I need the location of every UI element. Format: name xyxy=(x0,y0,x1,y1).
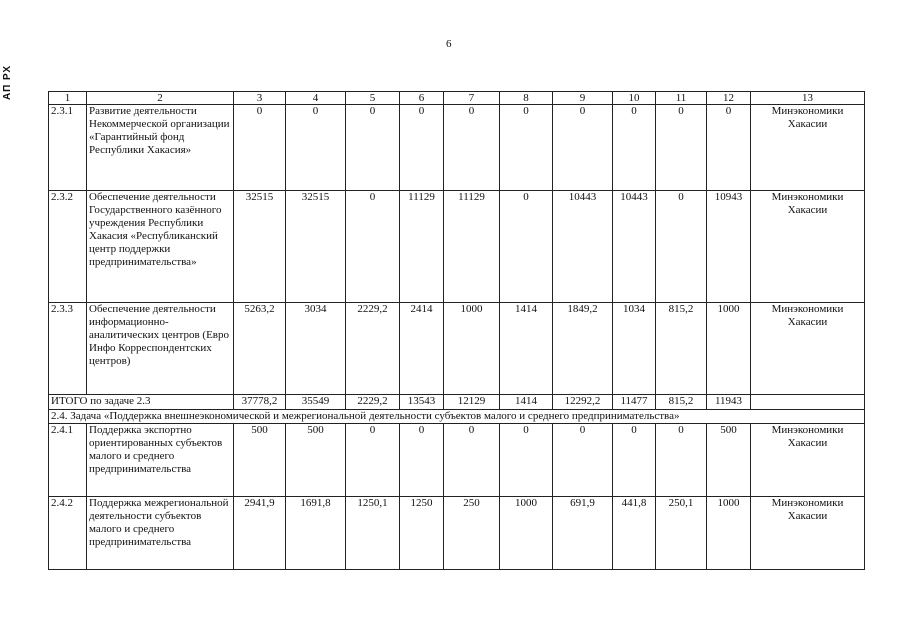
value-cell: 0 xyxy=(707,105,751,191)
total-value: 35549 xyxy=(286,395,346,410)
column-header: 3 xyxy=(234,92,286,105)
page-number: 6 xyxy=(446,38,452,50)
row-code: 2.4.2 xyxy=(49,497,87,570)
table-row xyxy=(49,424,865,497)
value-cell: 0 xyxy=(553,105,613,191)
value-cell: 0 xyxy=(500,424,553,497)
value-cell: 1000 xyxy=(707,497,751,570)
value-cell: 0 xyxy=(400,105,444,191)
value-cell: 0 xyxy=(346,424,400,497)
value-cell: 0 xyxy=(286,105,346,191)
budget-table xyxy=(48,91,865,570)
row-code: 2.3.2 xyxy=(49,191,87,303)
value-cell: 0 xyxy=(553,424,613,497)
table-row xyxy=(49,105,865,191)
total-value: 11477 xyxy=(613,395,656,410)
total-row xyxy=(49,395,865,410)
value-cell: 2941,9 xyxy=(234,497,286,570)
responsible-cell: Минэкономики Хакасии xyxy=(751,191,865,303)
value-cell: 0 xyxy=(346,105,400,191)
value-cell: 691,9 xyxy=(553,497,613,570)
value-cell: 10443 xyxy=(613,191,656,303)
row-code: 2.3.1 xyxy=(49,105,87,191)
value-cell: 500 xyxy=(234,424,286,497)
column-header: 10 xyxy=(613,92,656,105)
row-code: 2.3.3 xyxy=(49,303,87,395)
value-cell: 1000 xyxy=(500,497,553,570)
table-row xyxy=(49,303,865,395)
value-cell: 1034 xyxy=(613,303,656,395)
value-cell: 0 xyxy=(346,191,400,303)
column-header: 13 xyxy=(751,92,865,105)
value-cell: 1250,1 xyxy=(346,497,400,570)
value-cell: 0 xyxy=(613,105,656,191)
value-cell: 1000 xyxy=(707,303,751,395)
value-cell: 441,8 xyxy=(613,497,656,570)
value-cell: 0 xyxy=(444,105,500,191)
total-value: 12292,2 xyxy=(553,395,613,410)
value-cell: 1000 xyxy=(444,303,500,395)
side-stamp: АП РХ xyxy=(2,64,13,100)
table-row xyxy=(49,497,865,570)
total-value: 2229,2 xyxy=(346,395,400,410)
value-cell: 1849,2 xyxy=(553,303,613,395)
value-cell: 10943 xyxy=(707,191,751,303)
total-label: ИТОГО по задаче 2.3 xyxy=(49,395,234,410)
column-header: 5 xyxy=(346,92,400,105)
row-name: Развитие деятельности Некоммерческой организации «Гарантийный фонд Республики Хакасия» xyxy=(87,105,234,191)
total-value: 13543 xyxy=(400,395,444,410)
value-cell: 2229,2 xyxy=(346,303,400,395)
row-code: 2.4.1 xyxy=(49,424,87,497)
row-name: Обеспечение деятельности информационно-аналитических центров (Евро Инфо Корреспондентских центров) xyxy=(87,303,234,395)
value-cell: 2414 xyxy=(400,303,444,395)
table-row xyxy=(49,191,865,303)
column-header: 7 xyxy=(444,92,500,105)
responsible-cell: Минэкономики Хакасии xyxy=(751,497,865,570)
value-cell: 3034 xyxy=(286,303,346,395)
total-value: 37778,2 xyxy=(234,395,286,410)
column-header: 12 xyxy=(707,92,751,105)
value-cell: 0 xyxy=(656,424,707,497)
value-cell: 500 xyxy=(707,424,751,497)
responsible-cell: Минэкономики Хакасии xyxy=(751,424,865,497)
value-cell: 32515 xyxy=(286,191,346,303)
value-cell: 11129 xyxy=(400,191,444,303)
value-cell: 32515 xyxy=(234,191,286,303)
total-value: 12129 xyxy=(444,395,500,410)
value-cell: 0 xyxy=(444,424,500,497)
value-cell: 11129 xyxy=(444,191,500,303)
value-cell: 0 xyxy=(400,424,444,497)
value-cell: 10443 xyxy=(553,191,613,303)
responsible-cell: Минэкономики Хакасии xyxy=(751,105,865,191)
task-heading-row xyxy=(49,410,865,424)
value-cell: 5263,2 xyxy=(234,303,286,395)
value-cell: 0 xyxy=(613,424,656,497)
total-empty-cell xyxy=(751,395,865,410)
row-name: Поддержка межрегиональной деятельности субъектов малого и среднего предпринимательства xyxy=(87,497,234,570)
value-cell: 0 xyxy=(500,191,553,303)
value-cell: 1414 xyxy=(500,303,553,395)
value-cell: 1250 xyxy=(400,497,444,570)
column-header: 2 xyxy=(87,92,234,105)
column-header: 4 xyxy=(286,92,346,105)
value-cell: 500 xyxy=(286,424,346,497)
column-header: 9 xyxy=(553,92,613,105)
column-header: 1 xyxy=(49,92,87,105)
task-title: 2.4. Задача «Поддержка внешнеэкономической и межрегиональной деятельности субъектов малого и среднего предпринимательства» xyxy=(49,410,865,424)
column-header: 8 xyxy=(500,92,553,105)
value-cell: 250 xyxy=(444,497,500,570)
value-cell: 0 xyxy=(656,191,707,303)
value-cell: 1691,8 xyxy=(286,497,346,570)
responsible-cell: Минэкономики Хакасии xyxy=(751,303,865,395)
value-cell: 250,1 xyxy=(656,497,707,570)
total-value: 1414 xyxy=(500,395,553,410)
value-cell: 0 xyxy=(234,105,286,191)
column-header: 6 xyxy=(400,92,444,105)
row-name: Обеспечение деятельности Государственного казённого учреждения Республики Хакасия «Республиканский центр поддержки предпринимательства» xyxy=(87,191,234,303)
total-value: 11943 xyxy=(707,395,751,410)
column-number-row xyxy=(49,92,865,105)
value-cell: 815,2 xyxy=(656,303,707,395)
value-cell: 0 xyxy=(656,105,707,191)
row-name: Поддержка экспортно ориентированных субъектов малого и среднего предпринимательства xyxy=(87,424,234,497)
column-header: 11 xyxy=(656,92,707,105)
total-value: 815,2 xyxy=(656,395,707,410)
value-cell: 0 xyxy=(500,105,553,191)
